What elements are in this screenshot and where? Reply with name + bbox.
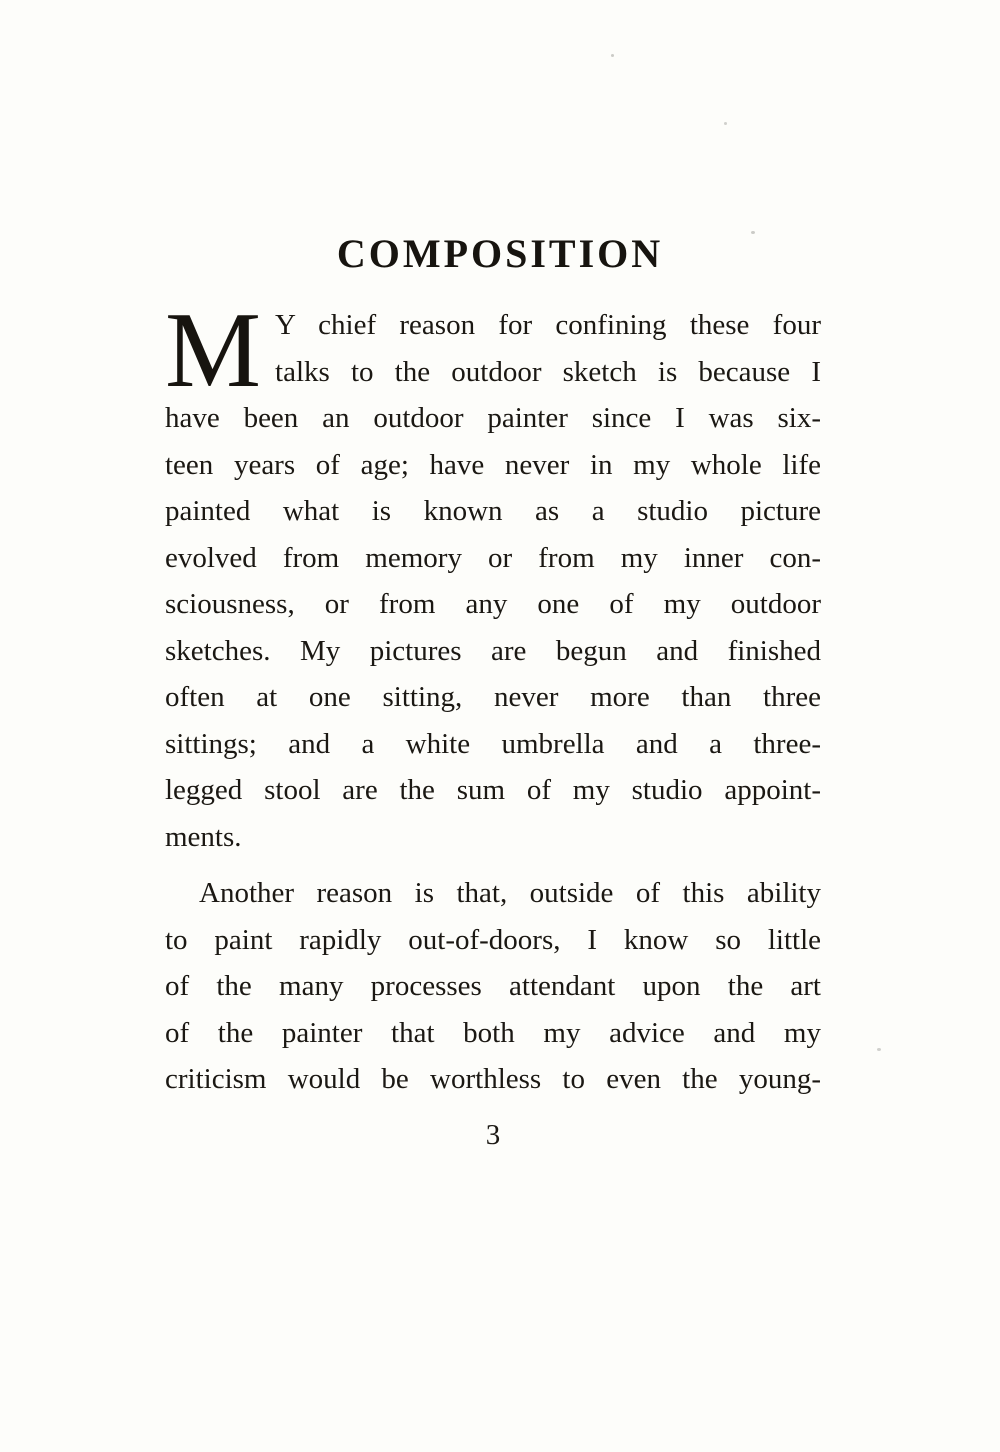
scan-speck [751,231,755,234]
scan-speck [877,1048,881,1051]
text-line: of the many processes attendant upon the art [165,970,821,1002]
text-block [165,291,821,1103]
page-title: COMPOSITION [336,231,664,276]
text-line: evolved from memory or from my inner con- [165,541,821,574]
text-line: of the painter that both my advice and my [165,1016,821,1049]
page-number: 3 [485,1118,501,1151]
text-line: legged stool are the sum of my studio appoint- [165,774,821,806]
text-line: Another reason is that, outside of this ability [199,877,821,909]
text-line: teen years of age; have never in my whole life [165,448,821,481]
text-line: sketches. My pictures are begun and finished [165,634,821,667]
text-line: talks to the outdoor sketch is because I [275,355,821,388]
text-line: sittings; and a white umbrella and a three- [165,727,821,760]
text-line: ments. [165,820,242,853]
text-line: to paint rapidly out-of-doors, I know so little [165,923,821,956]
scan-speck [611,54,614,57]
drop-cap: M [165,291,262,410]
text-line: criticism would be worthless to even the young- [165,1063,821,1095]
paragraph [165,870,821,1103]
paragraph [165,291,821,860]
text-line: have been an outdoor painter since I was six- [165,402,821,434]
text-line: painted what is known as a studio picture [165,495,821,527]
text-line: Y chief reason for confining these four [275,309,821,341]
scan-speck [724,122,727,125]
text-line: sciousness, or from any one of my outdoor [165,588,821,620]
text-line: often at one sitting, never more than three [165,681,821,713]
